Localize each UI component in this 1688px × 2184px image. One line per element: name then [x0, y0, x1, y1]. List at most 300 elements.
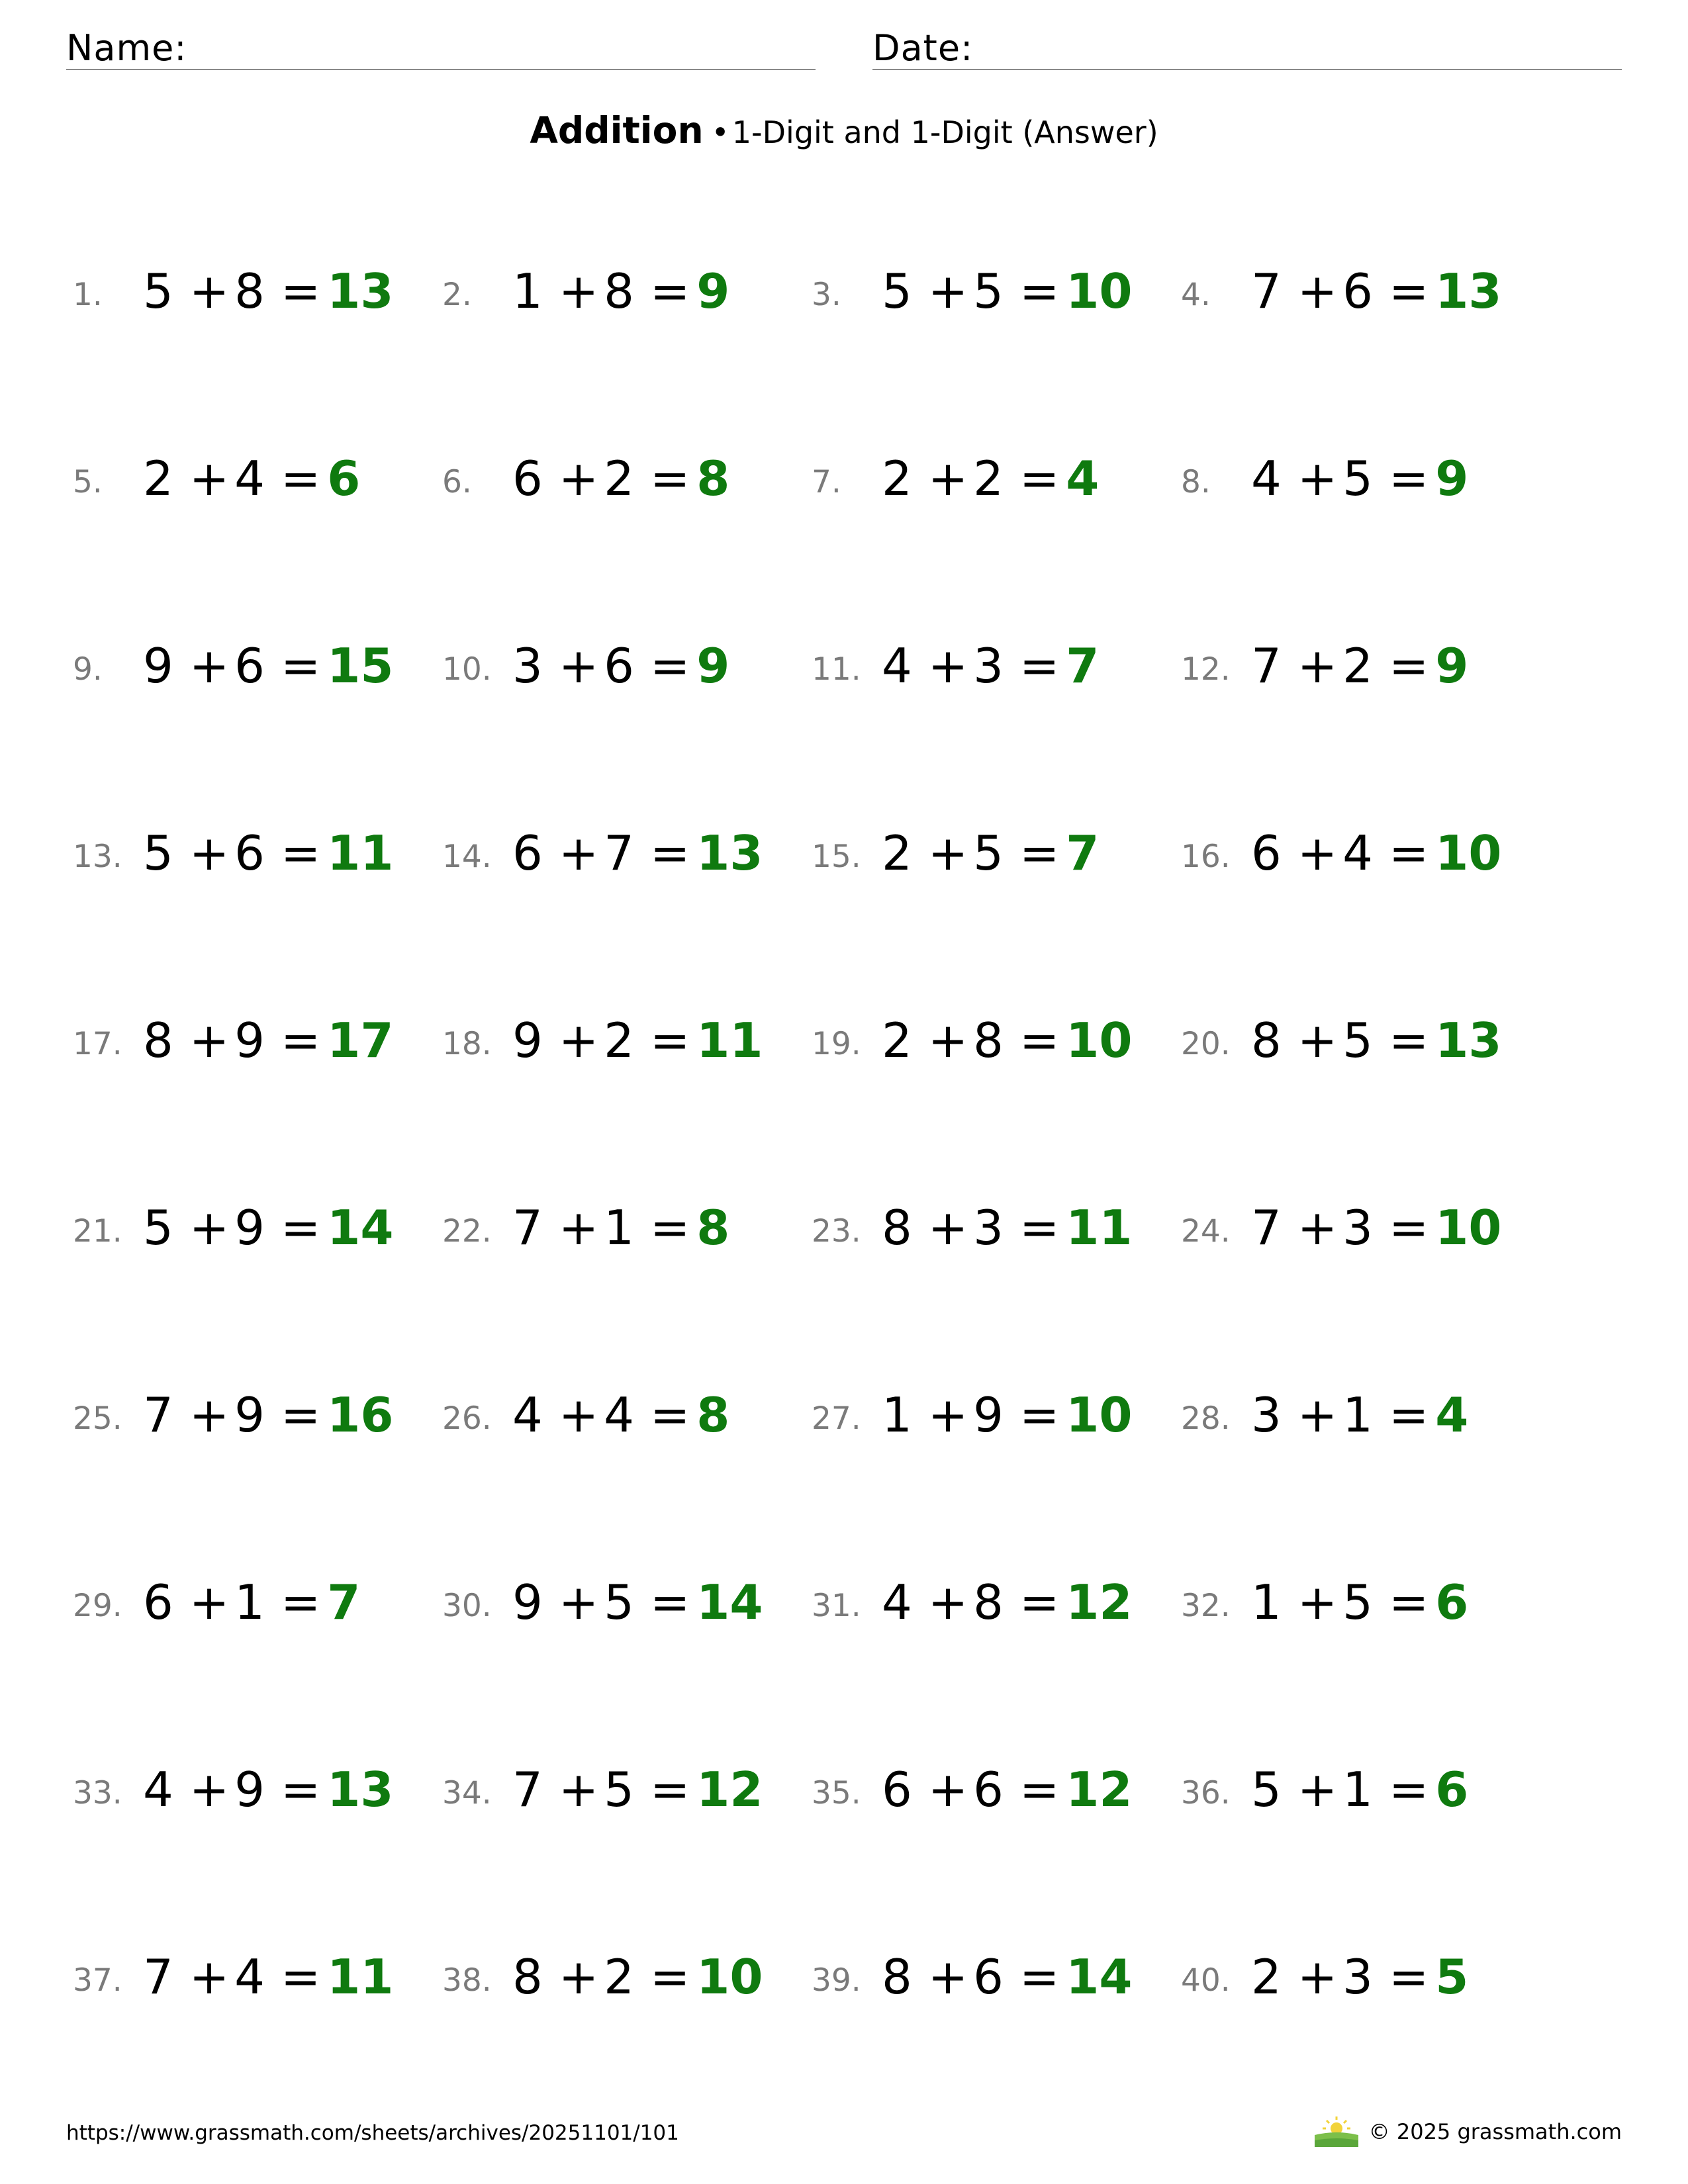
answer: 14	[696, 1574, 763, 1630]
operand-b: 1	[234, 1574, 265, 1630]
operand-b: 2	[604, 451, 634, 506]
operand-b: 9	[973, 1387, 1004, 1443]
problem-expression	[512, 1200, 730, 1255]
answer: 10	[1066, 263, 1133, 319]
operator: +	[189, 825, 230, 881]
title-subtitle: 1-Digit and 1-Digit (Answer)	[731, 114, 1158, 150]
problem-expression	[143, 263, 394, 319]
problem-expression	[143, 638, 394, 694]
operator: +	[927, 451, 968, 506]
operator: +	[1297, 1013, 1338, 1068]
equals-sign: =	[1388, 451, 1429, 506]
equals-sign: =	[1019, 825, 1060, 881]
problem-number: 40.	[1181, 1962, 1231, 1999]
operator: +	[189, 638, 230, 694]
operand-b: 5	[1342, 451, 1373, 506]
problem-expression	[143, 451, 361, 506]
problem-expression	[512, 638, 730, 694]
title-separator: •	[711, 114, 729, 150]
problem-item	[442, 817, 813, 890]
footer-url[interactable]: https://www.grassmath.com/sheets/archives/20251101/101	[66, 2121, 679, 2145]
answer: 9	[696, 638, 730, 694]
operand-a: 6	[512, 451, 543, 506]
problem-expression	[882, 1949, 1133, 2005]
operand-b: 9	[234, 1013, 265, 1068]
answer: 13	[1435, 1013, 1502, 1068]
problem-item	[1181, 255, 1552, 328]
operand-a: 7	[143, 1949, 173, 2005]
problem-expression	[882, 825, 1100, 881]
problem-expression	[1251, 1387, 1469, 1443]
operator: +	[189, 451, 230, 506]
equals-sign: =	[1019, 451, 1060, 506]
problem-item	[812, 630, 1182, 703]
problem-number: 5.	[73, 464, 103, 500]
operand-b: 4	[604, 1387, 634, 1443]
problem-number: 24.	[1181, 1213, 1231, 1250]
operator: +	[927, 825, 968, 881]
problem-expression	[882, 1387, 1133, 1443]
operator: +	[189, 1762, 230, 1817]
operand-b: 5	[604, 1762, 634, 1817]
operand-b: 1	[604, 1200, 634, 1255]
problem-item	[1181, 1567, 1552, 1639]
operand-b: 5	[1342, 1013, 1373, 1068]
answer: 11	[327, 825, 394, 881]
operand-b: 8	[234, 263, 265, 319]
operand-a: 1	[882, 1387, 912, 1443]
answer: 16	[327, 1387, 394, 1443]
equals-sign: =	[1388, 825, 1429, 881]
operand-b: 2	[973, 451, 1004, 506]
operator: +	[1297, 451, 1338, 506]
answer: 9	[1435, 451, 1469, 506]
operand-a: 6	[143, 1574, 173, 1630]
operand-a: 7	[1251, 638, 1282, 694]
problem-item	[442, 1005, 813, 1077]
operand-a: 2	[1251, 1949, 1282, 2005]
problem-number: 12.	[1181, 651, 1231, 688]
problem-item	[812, 443, 1182, 516]
operand-b: 6	[1342, 263, 1373, 319]
problem-number: 11.	[812, 651, 861, 688]
equals-sign: =	[1019, 1200, 1060, 1255]
problem-number: 19.	[812, 1026, 861, 1062]
problem-item	[73, 630, 444, 703]
equals-sign: =	[280, 638, 321, 694]
problem-expression	[882, 1200, 1133, 1255]
problem-expression	[143, 1574, 361, 1630]
problem-item	[73, 1941, 444, 2014]
problem-item	[442, 255, 813, 328]
problem-number: 32.	[1181, 1588, 1231, 1624]
operator: +	[1297, 1949, 1338, 2005]
problem-item	[1181, 817, 1552, 890]
problem-number: 29.	[73, 1588, 122, 1624]
problem-item	[442, 1941, 813, 2014]
answer: 8	[696, 451, 730, 506]
operand-b: 6	[973, 1762, 1004, 1817]
operator: +	[1297, 1387, 1338, 1443]
grassmath-logo-icon	[1313, 2115, 1360, 2148]
problem-number: 34.	[442, 1775, 492, 1811]
operand-b: 2	[604, 1949, 634, 2005]
problem-number: 38.	[442, 1962, 492, 1999]
equals-sign: =	[649, 1387, 690, 1443]
answer: 8	[696, 1387, 730, 1443]
operator: +	[927, 1574, 968, 1630]
operator: +	[927, 1949, 968, 2005]
answer: 6	[1435, 1574, 1469, 1630]
problem-item	[73, 1005, 444, 1077]
operand-b: 5	[604, 1574, 634, 1630]
operand-a: 5	[882, 263, 912, 319]
equals-sign: =	[649, 1762, 690, 1817]
problem-number: 9.	[73, 651, 103, 688]
operand-b: 7	[604, 825, 634, 881]
problem-number: 36.	[1181, 1775, 1231, 1811]
problem-expression	[143, 1013, 394, 1068]
equals-sign: =	[649, 451, 690, 506]
problem-item	[1181, 630, 1552, 703]
operand-b: 1	[1342, 1762, 1373, 1817]
equals-sign: =	[280, 263, 321, 319]
problem-number: 21.	[73, 1213, 122, 1250]
operand-b: 6	[234, 638, 265, 694]
answer: 14	[327, 1200, 394, 1255]
operand-b: 9	[234, 1200, 265, 1255]
problem-expression	[1251, 263, 1502, 319]
footer-brand	[1313, 2115, 1622, 2148]
problem-number: 2.	[442, 277, 472, 313]
equals-sign: =	[1388, 263, 1429, 319]
problem-item	[1181, 1192, 1552, 1265]
equals-sign: =	[649, 1013, 690, 1068]
operand-b: 3	[1342, 1200, 1373, 1255]
operand-b: 8	[973, 1013, 1004, 1068]
problem-item	[1181, 443, 1552, 516]
equals-sign: =	[1019, 1013, 1060, 1068]
problem-expression	[143, 1949, 394, 2005]
problem-number: 37.	[73, 1962, 122, 1999]
answer: 4	[1435, 1387, 1469, 1443]
equals-sign: =	[1019, 1574, 1060, 1630]
operator: +	[189, 1387, 230, 1443]
operand-b: 5	[1342, 1574, 1373, 1630]
operand-a: 7	[512, 1762, 543, 1817]
answer: 12	[696, 1762, 763, 1817]
operand-b: 6	[973, 1949, 1004, 2005]
problem-item	[1181, 1941, 1552, 2014]
problem-item	[73, 1754, 444, 1827]
problem-item	[812, 1754, 1182, 1827]
problem-number: 39.	[812, 1962, 861, 1999]
answer: 11	[696, 1013, 763, 1068]
equals-sign: =	[1388, 1200, 1429, 1255]
equals-sign: =	[1388, 1574, 1429, 1630]
equals-sign: =	[1388, 1949, 1429, 2005]
problem-number: 7.	[812, 464, 841, 500]
operator: +	[189, 1200, 230, 1255]
problem-item	[812, 817, 1182, 890]
operand-b: 4	[234, 1949, 265, 2005]
problem-item	[812, 255, 1182, 328]
answer: 10	[1066, 1387, 1133, 1443]
answer: 5	[1435, 1949, 1469, 2005]
answer: 9	[696, 263, 730, 319]
operator: +	[558, 1949, 599, 2005]
operand-a: 5	[143, 1200, 173, 1255]
problem-item	[73, 1379, 444, 1452]
answer: 15	[327, 638, 394, 694]
problem-expression	[143, 1762, 394, 1817]
problem-item	[812, 1379, 1182, 1452]
operand-b: 9	[234, 1762, 265, 1817]
title-main: Addition	[530, 109, 704, 152]
answer: 8	[696, 1200, 730, 1255]
answer: 6	[1435, 1762, 1469, 1817]
problem-expression	[1251, 1013, 1502, 1068]
problem-expression	[1251, 1574, 1469, 1630]
equals-sign: =	[1019, 1387, 1060, 1443]
problem-item	[1181, 1379, 1552, 1452]
operand-b: 6	[604, 638, 634, 694]
equals-sign: =	[280, 825, 321, 881]
operand-a: 6	[1251, 825, 1282, 881]
problem-number: 15.	[812, 839, 861, 875]
problem-expression	[1251, 451, 1469, 506]
equals-sign: =	[649, 1200, 690, 1255]
operator: +	[558, 451, 599, 506]
answer: 7	[1066, 638, 1100, 694]
operand-a: 1	[1251, 1574, 1282, 1630]
problem-expression	[143, 1387, 394, 1443]
equals-sign: =	[280, 1387, 321, 1443]
operator: +	[1297, 825, 1338, 881]
operator: +	[1297, 1574, 1338, 1630]
operand-a: 9	[512, 1013, 543, 1068]
equals-sign: =	[1388, 1387, 1429, 1443]
problem-number: 14.	[442, 839, 492, 875]
problem-expression	[512, 1762, 763, 1817]
operand-a: 8	[143, 1013, 173, 1068]
equals-sign: =	[1019, 638, 1060, 694]
equals-sign: =	[649, 638, 690, 694]
problem-expression	[882, 263, 1133, 319]
problem-expression	[143, 1200, 394, 1255]
operator: +	[927, 1762, 968, 1817]
operand-a: 2	[882, 825, 912, 881]
problem-item	[73, 1567, 444, 1639]
operand-a: 1	[512, 263, 543, 319]
operand-a: 7	[1251, 263, 1282, 319]
operator: +	[927, 1387, 968, 1443]
equals-sign: =	[280, 1949, 321, 2005]
operand-b: 8	[973, 1574, 1004, 1630]
problem-number: 8.	[1181, 464, 1211, 500]
operand-b: 3	[973, 1200, 1004, 1255]
operator: +	[1297, 1762, 1338, 1817]
operand-a: 3	[1251, 1387, 1282, 1443]
problem-number: 27.	[812, 1400, 861, 1437]
operand-a: 4	[882, 1574, 912, 1630]
problem-expression	[1251, 825, 1502, 881]
problem-expression	[1251, 1200, 1502, 1255]
footer-copyright: © 2025 grassmath.com	[1368, 2119, 1622, 2144]
answer: 11	[1066, 1200, 1133, 1255]
operator: +	[558, 1013, 599, 1068]
problem-number: 28.	[1181, 1400, 1231, 1437]
problem-expression	[143, 825, 394, 881]
equals-sign: =	[280, 451, 321, 506]
operand-a: 2	[143, 451, 173, 506]
answer: 13	[327, 1762, 394, 1817]
problem-item	[442, 443, 813, 516]
operator: +	[189, 1013, 230, 1068]
operator: +	[1297, 638, 1338, 694]
operator: +	[1297, 1200, 1338, 1255]
equals-sign: =	[1388, 1013, 1429, 1068]
operand-a: 7	[1251, 1200, 1282, 1255]
operand-a: 6	[882, 1762, 912, 1817]
problem-expression	[512, 1013, 763, 1068]
problem-number: 18.	[442, 1026, 492, 1062]
operator: +	[927, 1013, 968, 1068]
equals-sign: =	[280, 1013, 321, 1068]
operand-a: 4	[882, 638, 912, 694]
problem-number: 10.	[442, 651, 492, 688]
operand-a: 4	[512, 1387, 543, 1443]
operand-a: 4	[1251, 451, 1282, 506]
equals-sign: =	[280, 1200, 321, 1255]
operator: +	[558, 1200, 599, 1255]
problem-number: 16.	[1181, 839, 1231, 875]
answer: 13	[1435, 263, 1502, 319]
answer: 10	[1066, 1013, 1133, 1068]
problem-expression	[882, 1762, 1133, 1817]
operand-a: 2	[882, 1013, 912, 1068]
operand-b: 9	[234, 1387, 265, 1443]
problem-number: 31.	[812, 1588, 861, 1624]
problem-item	[73, 1192, 444, 1265]
problem-item	[442, 1379, 813, 1452]
operator: +	[558, 1387, 599, 1443]
answer: 11	[327, 1949, 394, 2005]
operand-b: 4	[234, 451, 265, 506]
problem-number: 22.	[442, 1213, 492, 1250]
answer: 4	[1066, 451, 1100, 506]
operand-b: 2	[604, 1013, 634, 1068]
operand-a: 3	[512, 638, 543, 694]
problem-item	[442, 630, 813, 703]
equals-sign: =	[1019, 1762, 1060, 1817]
operand-b: 5	[973, 263, 1004, 319]
operator: +	[558, 825, 599, 881]
problem-number: 25.	[73, 1400, 122, 1437]
problem-item	[812, 1941, 1182, 2014]
problem-expression	[512, 1387, 730, 1443]
answer: 17	[327, 1013, 394, 1068]
equals-sign: =	[1019, 1949, 1060, 2005]
answer: 12	[1066, 1574, 1133, 1630]
problem-expression	[1251, 1762, 1469, 1817]
equals-sign: =	[1019, 263, 1060, 319]
problem-expression	[1251, 638, 1469, 694]
answer: 7	[1066, 825, 1100, 881]
operand-b: 3	[973, 638, 1004, 694]
problem-number: 35.	[812, 1775, 861, 1811]
name-label: Name:	[66, 27, 187, 69]
problem-number: 33.	[73, 1775, 122, 1811]
problem-number: 26.	[442, 1400, 492, 1437]
problem-number: 23.	[812, 1213, 861, 1250]
problem-item	[1181, 1754, 1552, 1827]
problem-expression	[1251, 1949, 1469, 2005]
problem-expression	[512, 451, 730, 506]
problem-expression	[512, 263, 730, 319]
problem-item	[1181, 1005, 1552, 1077]
operator: +	[189, 1949, 230, 2005]
operator: +	[558, 1574, 599, 1630]
problem-expression	[882, 451, 1100, 506]
operand-b: 3	[1342, 1949, 1373, 2005]
equals-sign: =	[1388, 638, 1429, 694]
answer: 13	[327, 263, 394, 319]
operator: +	[189, 263, 230, 319]
problem-number: 30.	[442, 1588, 492, 1624]
problem-expression	[512, 1949, 763, 2005]
equals-sign: =	[649, 825, 690, 881]
operand-b: 6	[234, 825, 265, 881]
operand-a: 6	[512, 825, 543, 881]
problem-item	[442, 1754, 813, 1827]
operator: +	[558, 638, 599, 694]
problem-number: 17.	[73, 1026, 122, 1062]
operand-b: 2	[1342, 638, 1373, 694]
operator: +	[189, 1574, 230, 1630]
answer: 14	[1066, 1949, 1133, 2005]
operator: +	[927, 1200, 968, 1255]
problem-number: 4.	[1181, 277, 1211, 313]
operand-b: 8	[604, 263, 634, 319]
problem-expression	[512, 1574, 763, 1630]
operand-a: 8	[1251, 1013, 1282, 1068]
problem-expression	[882, 638, 1100, 694]
equals-sign: =	[649, 263, 690, 319]
answer: 6	[327, 451, 361, 506]
operand-b: 1	[1342, 1387, 1373, 1443]
operand-a: 2	[882, 451, 912, 506]
problem-item	[442, 1192, 813, 1265]
equals-sign: =	[1388, 1762, 1429, 1817]
problem-item	[812, 1192, 1182, 1265]
operand-b: 5	[973, 825, 1004, 881]
problem-item	[812, 1567, 1182, 1639]
answer: 10	[1435, 1200, 1502, 1255]
answer: 10	[696, 1949, 763, 2005]
operator: +	[558, 1762, 599, 1817]
operand-a: 5	[143, 263, 173, 319]
problem-expression	[512, 825, 763, 881]
operator: +	[1297, 263, 1338, 319]
operand-a: 7	[512, 1200, 543, 1255]
answer: 7	[327, 1574, 361, 1630]
operand-a: 9	[143, 638, 173, 694]
answer: 13	[696, 825, 763, 881]
operand-a: 7	[143, 1387, 173, 1443]
operator: +	[927, 263, 968, 319]
answer: 9	[1435, 638, 1469, 694]
